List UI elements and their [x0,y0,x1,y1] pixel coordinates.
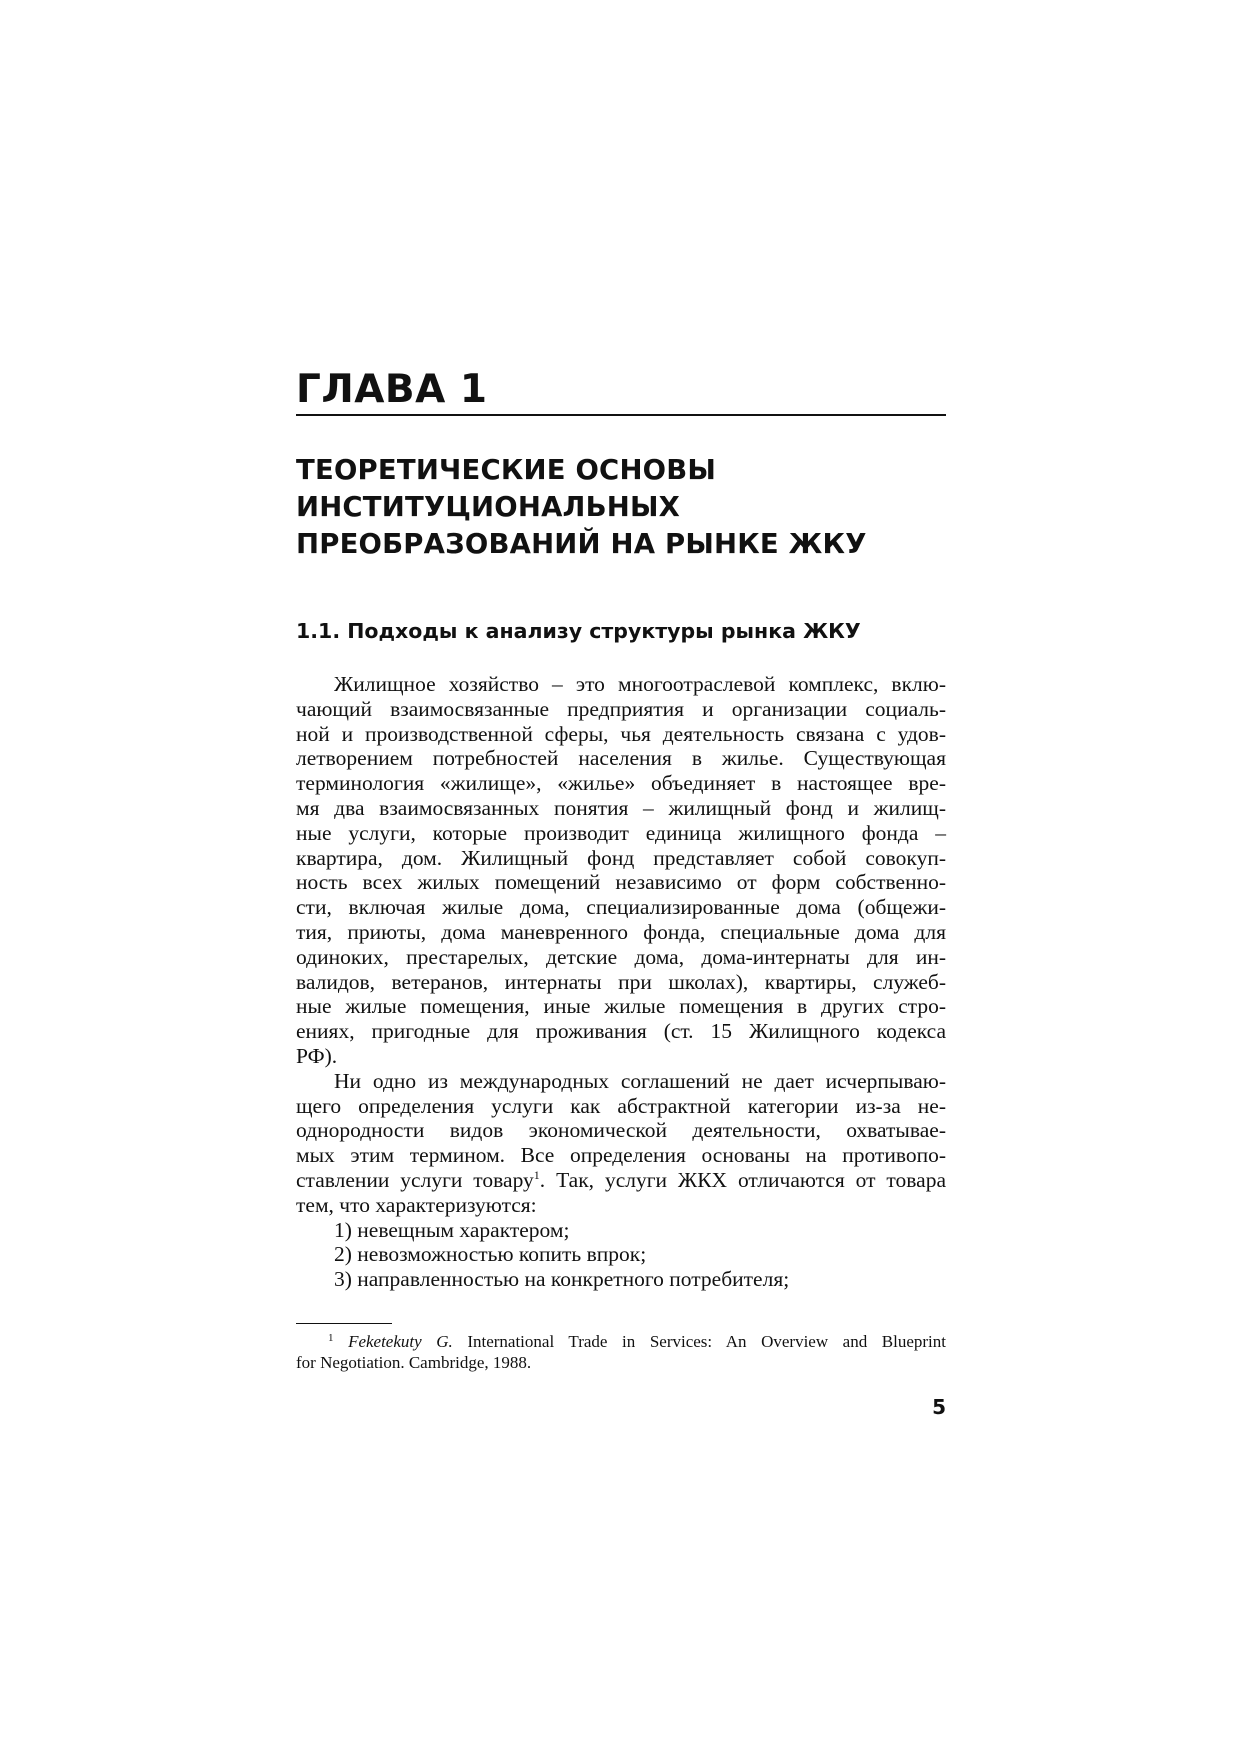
list-item: 2) невозможностью копить впрок; [334,1242,647,1267]
text-line: Жилищное хозяйство – это многоотраслевой комплекс, вклю- [334,672,946,696]
text-line: мых этим термином. Все определения основаны на противопо- [296,1143,946,1168]
text-line: одиноких, престарелых, детские дома, дома-интернаты для ин- [296,944,946,969]
text-line: тия, приюты, дома маневренного фонда, специальные дома для [296,919,946,944]
text-line: Ни одно из международных соглашений не дает исчерпываю- [334,1068,946,1093]
text-line: ениях, пригодные для проживания (ст. 15 Жилищного кодекса [296,1019,946,1044]
text-line: РФ). [296,1043,338,1068]
text-line: сти, включая жилые дома, специализированные дома (общежи- [296,895,946,920]
text-line: тем, что характеризуются: [296,1192,537,1217]
text-line: мя два взаимосвязанных понятия – жилищный фонд и жилищ- [296,795,946,820]
footnote-text: International Trade in Services: An Overview and Blueprint [452,1332,947,1351]
text-line: ные жилые помещения, иные жилые помещения в других стро- [296,994,946,1019]
body-text [296,672,946,1292]
text-line: чающий взаимосвязанные предприятия и организации социаль- [296,696,946,721]
list-item: 1) невещным характером; [334,1217,570,1242]
list-item: 3) направленностью на конкретного потребителя; [334,1267,790,1292]
section-title: 1.1. Подходы к анализу структуры рынка ЖКУ [296,619,861,643]
footnote-line [296,1332,946,1353]
footnote-line: for Negotiation. Cambridge, 1988. [296,1352,532,1372]
chapter-label: ГЛАВА 1 [296,367,488,412]
text-line: квартира, дом. Жилищный фонд представляет собой совокуп- [296,845,946,870]
text-line: летворением потребностей населения в жилье. Существующая [296,746,946,771]
text-fragment: ставлении услуги товару [296,1167,534,1192]
text-line: щего определения услуги как абстрактной категории из-за не- [296,1093,946,1118]
text-line [296,1168,946,1193]
text-line: валидов, ветеранов, интернаты при школах), квартиры, служеб- [296,969,946,994]
text-line: терминология «жилище», «жилье» объединяет в настоящее вре- [296,771,946,796]
text-line: ной и производственной сферы, чья деятельность связана с удов- [296,721,946,746]
footnote [296,1332,946,1373]
text-line: однородности видов экономической деятельности, охватывае- [296,1118,946,1143]
text-line: ность всех жилых помещений независимо от форм собственно- [296,870,946,895]
chapter-rule [296,414,946,416]
page-number: 5 [932,1395,946,1419]
text-fragment: . Так, услуги ЖКХ отличаются от товара [539,1167,946,1192]
footnote-reference[interactable]: 1 [533,1167,540,1182]
chapter-title-line: ПРЕОБРАЗОВАНИЙ НА РЫНКЕ ЖКУ [296,528,867,560]
text-line: ные услуги, которые производит единица жилищного фонда – [296,820,946,845]
chapter-title-line: ТЕОРЕТИЧЕСКИЕ ОСНОВЫ [296,454,717,486]
footnote-marker: 1 [328,1332,334,1344]
chapter-title-line: ИНСТИТУЦИОНАЛЬНЫХ [296,491,681,523]
chapter-title [296,452,946,563]
footnote-author: Feketekuty G. [348,1332,453,1351]
footnote-separator [296,1323,392,1324]
